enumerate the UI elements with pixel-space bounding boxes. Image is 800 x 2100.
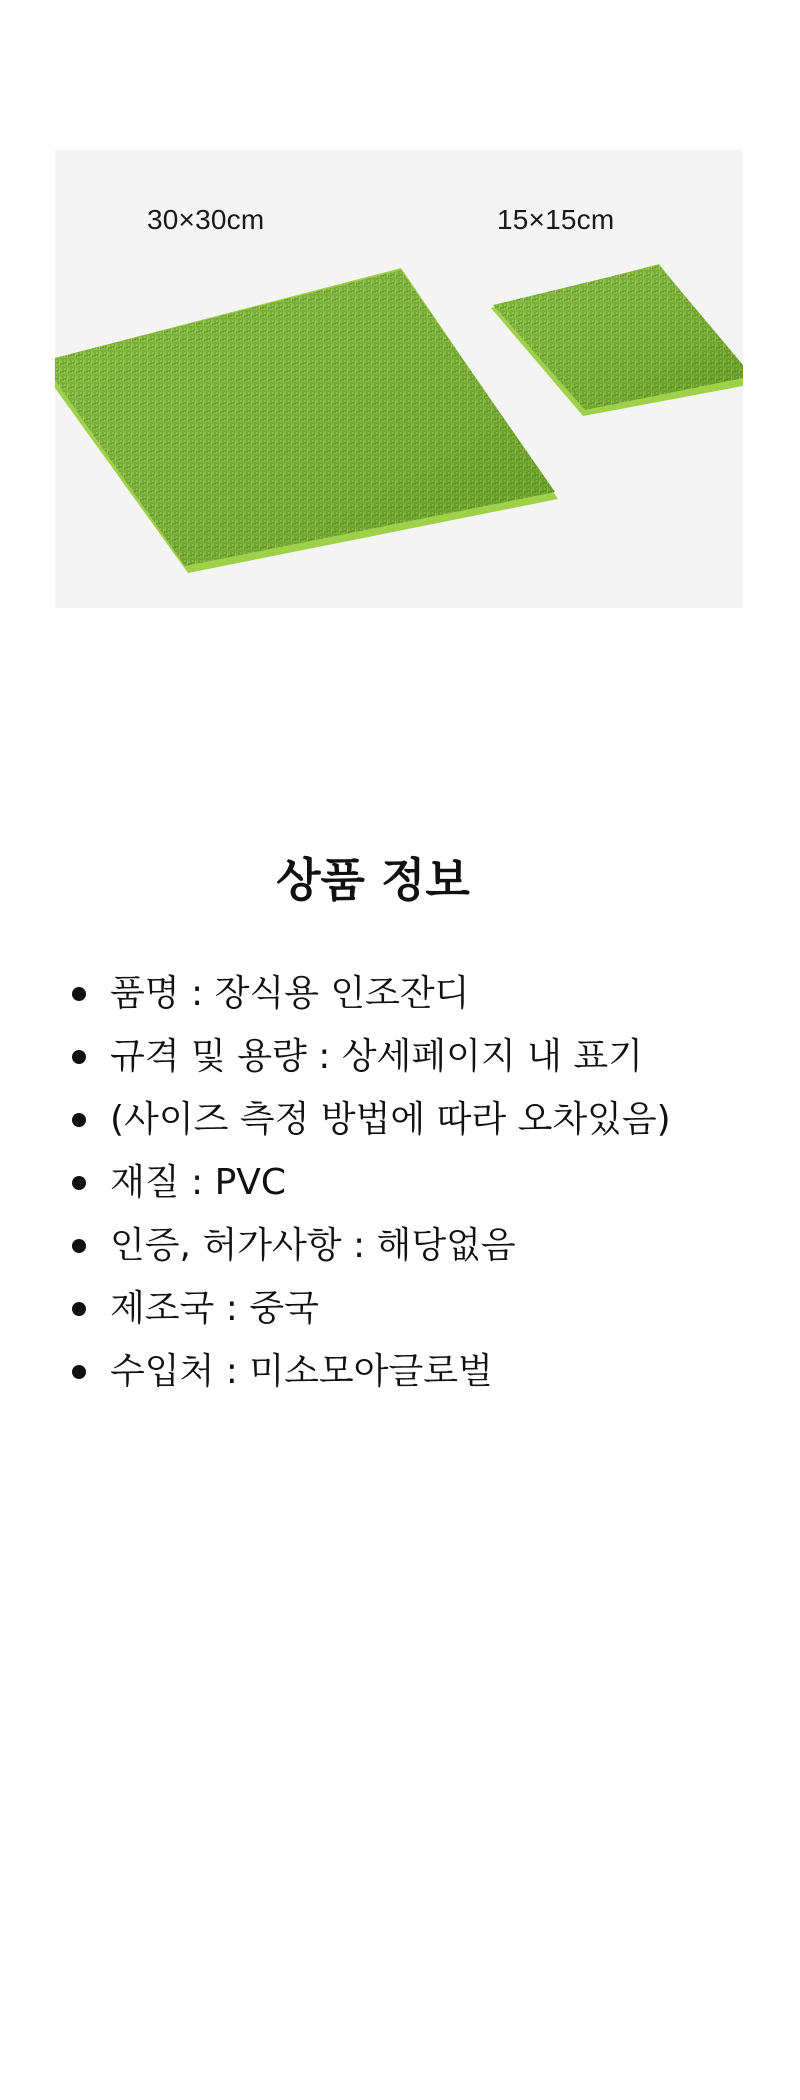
bullet-icon: [72, 1302, 86, 1316]
info-item-text: 제조국 : 중국: [110, 1288, 319, 1329]
info-list: [72, 968, 671, 1409]
bullet-icon: [72, 1239, 86, 1253]
info-item-text: 인증, 허가사항 : 해당없음: [110, 1225, 516, 1266]
size-label-small: 15×15cm: [497, 204, 615, 235]
bullet-icon: [72, 1113, 86, 1127]
info-item-name: [72, 968, 671, 1031]
info-title: 상품 정보: [276, 853, 470, 907]
info-item-text: 품명 : 장식용 인조잔디: [110, 973, 470, 1014]
info-item-text: (사이즈 측정 방법에 따라 오차있음): [110, 1099, 671, 1140]
bullet-icon: [72, 1365, 86, 1379]
bullet-icon: [72, 987, 86, 1001]
info-item-importer: [72, 1346, 671, 1409]
product-photo: [55, 150, 743, 608]
size-label-large: 30×30cm: [147, 204, 265, 235]
info-item-text: 재질 : PVC: [110, 1162, 287, 1203]
info-item-text: 수입처 : 미소모아글로벌: [110, 1351, 493, 1392]
info-item-note: [72, 1094, 671, 1157]
bullet-icon: [72, 1176, 86, 1190]
info-item-text: 규격 및 용량 : 상세페이지 내 표기: [110, 1036, 643, 1077]
info-item-certification: [72, 1220, 671, 1283]
info-item-material: [72, 1157, 671, 1220]
info-item-spec: [72, 1031, 671, 1094]
bullet-icon: [72, 1050, 86, 1064]
info-item-origin: [72, 1283, 671, 1346]
